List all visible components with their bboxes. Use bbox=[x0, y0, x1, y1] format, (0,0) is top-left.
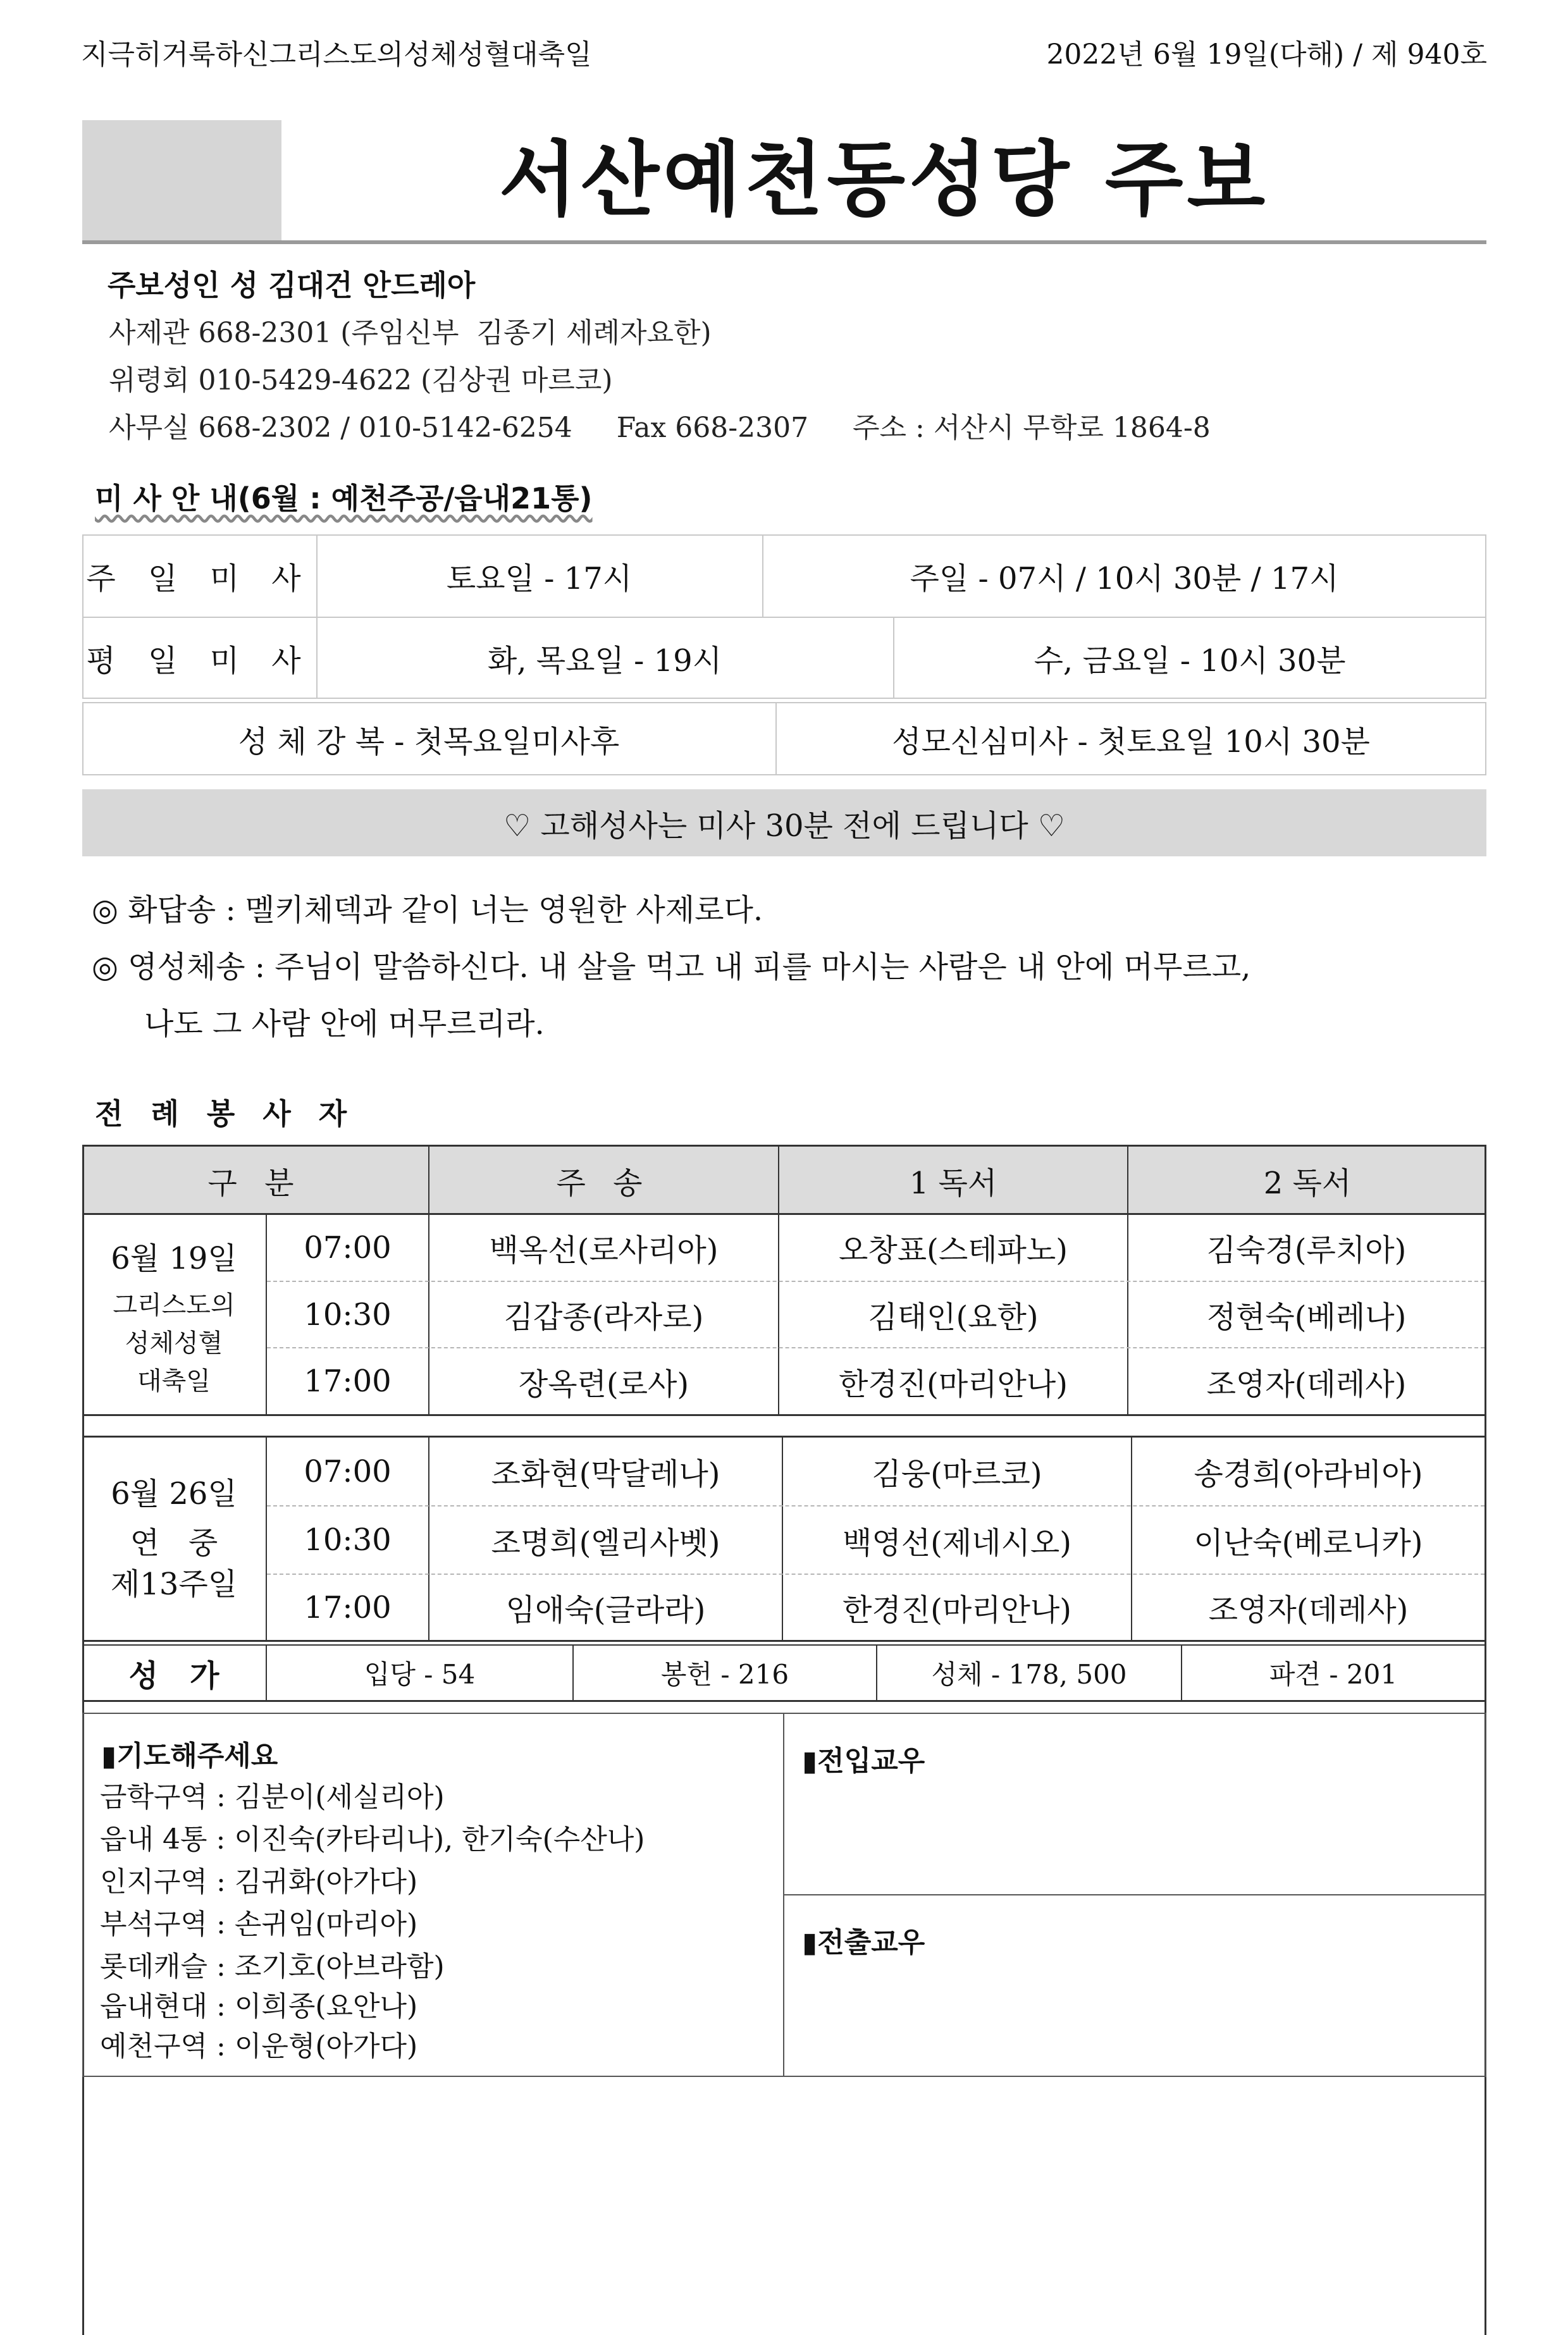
week1-row1-reading2: 김숙경(루치아) bbox=[1206, 1233, 1407, 1268]
week2-desc-1: 연 중 bbox=[130, 1525, 218, 1561]
banner-divider bbox=[82, 240, 1486, 244]
hymns-label: 성 가 bbox=[128, 1658, 219, 1694]
week1-date: 6월 19일 bbox=[111, 1240, 237, 1276]
banner-logo-box bbox=[82, 120, 281, 240]
week2-row3-reading1: 한경진(마리안나) bbox=[842, 1593, 1072, 1628]
week2-row3-leader: 임애숙(글라라) bbox=[505, 1593, 706, 1628]
prayer-item: 예천구역 : 이운형(아가다) bbox=[100, 2030, 418, 2062]
week1-desc-3: 대축일 bbox=[137, 1366, 211, 1396]
confession-notice: ♡ 고해성사는 미사 30분 전에 드립니다 ♡ bbox=[82, 789, 1486, 856]
week1-row1-time: 07:00 bbox=[304, 1229, 392, 1266]
week1-row3-leader: 장옥련(로사) bbox=[518, 1366, 689, 1402]
prayer-request-title: ▮기도해주세요 bbox=[101, 1740, 278, 1772]
transfer-in-title: ▮전입교우 bbox=[802, 1745, 925, 1777]
header-reading1: 1 독서 bbox=[909, 1165, 997, 1201]
communion-antiphon: ◎ 영성체송 : 주님이 말씀하신다. 내 살을 먹고 내 피를 마시는 사람은 내 안에 머무르고, bbox=[92, 949, 1251, 985]
transfer-out-title: ▮전출교우 bbox=[802, 1926, 925, 1959]
patron-saint: 주보성인 성 김대건 안드레아 bbox=[108, 268, 476, 302]
council-contact: 위령회 010-5429-4622 (김상권 마르코) bbox=[109, 364, 613, 397]
hymn-offertory: 봉헌 - 216 bbox=[660, 1659, 789, 1690]
week2-row1-leader: 조화현(막달레나) bbox=[491, 1457, 720, 1492]
hymn-entrance: 입당 - 54 bbox=[364, 1659, 476, 1690]
prayer-item: 읍내 4통 : 이진숙(카타리나), 한기숙(수산나) bbox=[100, 1823, 645, 1856]
hymn-communion: 성체 - 178, 500 bbox=[931, 1659, 1127, 1690]
sunday-mass-label: 주 일 미 사 bbox=[86, 560, 312, 596]
prayer-item: 금학구역 : 김분이(세실리아) bbox=[100, 1781, 445, 1813]
week2-desc-2: 제13주일 bbox=[110, 1566, 238, 1602]
sunday-times: 주일 - 07시 / 10시 30분 / 17시 bbox=[910, 560, 1339, 596]
weekday-wed-fri: 수, 금요일 - 10시 30분 bbox=[1034, 643, 1346, 679]
prayer-item: 읍내현대 : 이희종(요안나) bbox=[100, 1990, 418, 2023]
week1-row3-time: 17:00 bbox=[304, 1364, 392, 1399]
week1-row2-time: 10:30 bbox=[304, 1297, 392, 1333]
week2-row2-leader: 조명희(엘리사벳) bbox=[491, 1525, 720, 1561]
communion-antiphon-cont: 나도 그 사람 안에 머무르리라. bbox=[144, 1006, 545, 1042]
feast-name: 지극히거룩하신그리스도의성체성혈대축일 bbox=[81, 39, 592, 71]
week2-row1-reading2: 송경희(아라비아) bbox=[1194, 1457, 1423, 1492]
marian-mass-schedule: 성모신심미사 - 첫토요일 10시 30분 bbox=[892, 724, 1370, 760]
week2-row3-reading2: 조영자(데레사) bbox=[1208, 1593, 1409, 1628]
weekday-tue-thu: 화, 목요일 - 19시 bbox=[487, 643, 722, 679]
header-leader: 주 송 bbox=[556, 1165, 651, 1201]
week1-row2-leader: 김갑종(라자로) bbox=[503, 1300, 704, 1335]
issue-date: 2022년 6월 19일(다해) / 제 940호 bbox=[1046, 39, 1487, 71]
week2-row1-reading1: 김웅(마르코) bbox=[872, 1457, 1042, 1492]
week1-desc-1: 그리스도의 bbox=[113, 1290, 235, 1320]
week2-date: 6월 26일 bbox=[111, 1476, 237, 1512]
week2-row2-reading1: 백영선(제네시오) bbox=[842, 1525, 1072, 1561]
office-contact: 사무실 668-2302 / 010-5142-6254 Fax 668-2307 주소 : 서산시 무학로 1864-8 bbox=[109, 412, 1211, 444]
week2-row2-time: 10:30 bbox=[304, 1522, 392, 1558]
hymn-recessional: 파견 - 201 bbox=[1269, 1659, 1398, 1690]
week1-row3-reading2: 조영자(데레사) bbox=[1206, 1366, 1407, 1402]
page-title: 서산예천동성당 주보 bbox=[498, 133, 1269, 227]
week2-row3-time: 17:00 bbox=[304, 1589, 392, 1625]
adoration-schedule: 성 체 강 복 - 첫목요일미사후 bbox=[238, 724, 620, 760]
week1-row2-reading2: 정현숙(베레나) bbox=[1206, 1300, 1407, 1335]
week2-row1-time: 07:00 bbox=[304, 1453, 392, 1489]
week1-row1-leader: 백옥선(로사리아) bbox=[489, 1233, 719, 1268]
sunday-saturday-time: 토요일 - 17시 bbox=[446, 560, 633, 596]
rectory-contact: 사제관 668-2301 (주임신부 김종기 세례자요한) bbox=[109, 317, 712, 349]
header-reading2: 2 독서 bbox=[1263, 1165, 1352, 1201]
week2-row2-reading2: 이난숙(베로니카) bbox=[1194, 1525, 1423, 1561]
prayer-item: 부석구역 : 손귀임(마리아) bbox=[100, 1908, 418, 1940]
liturgy-servers-title: 전 례 봉 사 자 bbox=[95, 1097, 356, 1131]
week1-desc-2: 성체성혈 bbox=[125, 1328, 223, 1358]
week1-row2-reading1: 김태인(요한) bbox=[868, 1300, 1039, 1335]
mass-guide-title: 미 사 안 내(6월 : 예천주공/읍내21통) bbox=[95, 481, 593, 515]
header-category: 구 분 bbox=[207, 1165, 303, 1201]
weekday-mass-label: 평 일 미 사 bbox=[86, 643, 312, 679]
prayer-item: 롯데캐슬 : 조기호(아브라함) bbox=[100, 1950, 445, 1983]
responsorial-psalm: ◎ 화답송 : 멜키체덱과 같이 너는 영원한 사제로다. bbox=[92, 892, 763, 928]
week1-row1-reading1: 오창표(스테파노) bbox=[838, 1233, 1068, 1268]
prayer-item: 인지구역 : 김귀화(아가다) bbox=[100, 1866, 418, 1898]
week1-row3-reading1: 한경진(마리안나) bbox=[838, 1366, 1068, 1402]
